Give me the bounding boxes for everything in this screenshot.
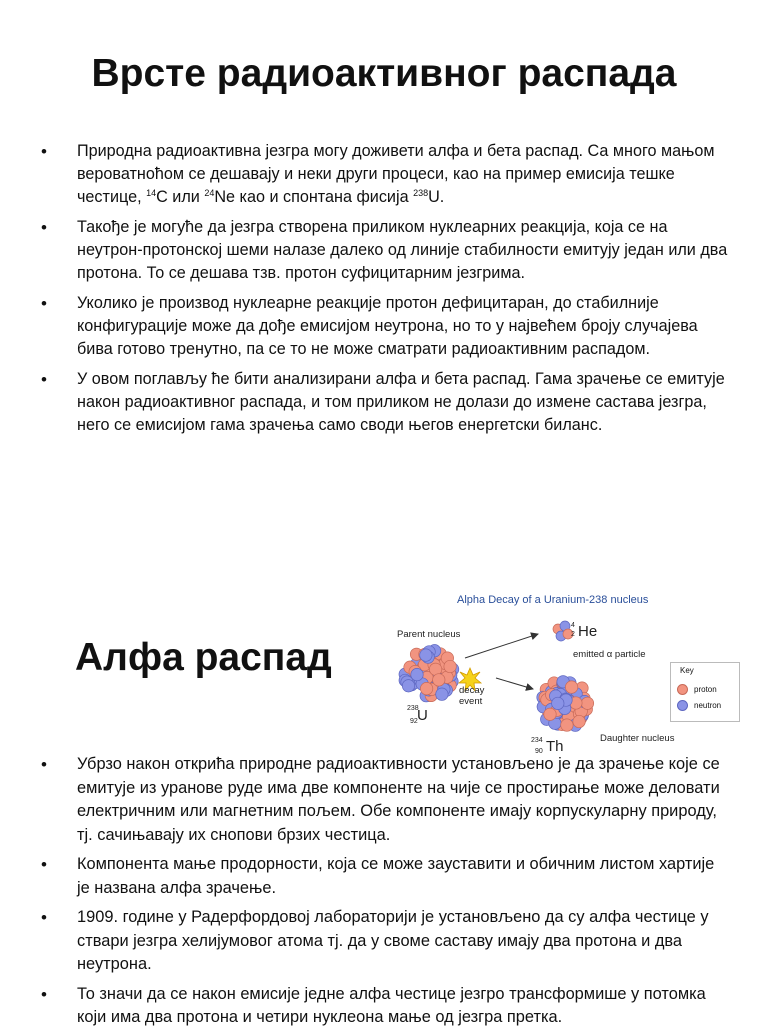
superscript: 14 xyxy=(146,188,157,198)
text-run: У овом поглављу ће бити анализирани алфа и бета распад. Гама зрачење се емитује након радиоактивног распада, и том приликом не долази до измене састава језгра, него се емисијом гама зрачења само своди његов енергетски биланс. xyxy=(77,370,725,434)
key-title: Key xyxy=(680,666,694,675)
neutron-sphere xyxy=(436,688,448,700)
text-run: Ne као и спонтана фисија xyxy=(214,188,414,206)
superscript: 24 xyxy=(204,188,215,198)
text-run: 1909. године у Радерфордовој лабораторији је установљено да су алфа честице у ствари језгра хелијумовог атома тј. да у своме саставу имају два протона и два неутрона. xyxy=(77,908,709,973)
u-symbol: U xyxy=(417,707,428,724)
proton-sphere xyxy=(581,697,593,709)
text-run: То значи да се након емисије једне алфа честице језгро трансформише у потомка који има два протона и четири нуклеона мање од језгра претка. xyxy=(77,984,706,1026)
page-title: Врсте радиоактивног распада xyxy=(91,52,677,95)
alpha-particle-icon xyxy=(553,621,573,641)
list-item xyxy=(45,292,735,361)
text-run: U. xyxy=(428,188,445,206)
neutron-dot-icon xyxy=(677,700,688,711)
bullet-list-alpha xyxy=(45,753,725,1036)
bullet-list-types xyxy=(45,140,735,444)
proton-sphere xyxy=(565,681,577,693)
text-run: Убрзо након открића природне радиоактивности установљено је да зрачење које се емитује из уранове руде има две компоненте на чије се простирање може деловати електричним или магнетним пољем. Обе компоненте имају корпускуларну природу, тј. сачињавају их снопови брзих честица. xyxy=(77,755,720,844)
parent-nucleus-icon xyxy=(399,645,459,702)
he-symbol: He xyxy=(578,623,598,640)
daughter-nucleus-icon xyxy=(537,676,594,732)
proton-sphere xyxy=(420,682,432,694)
key-proton-label: proton xyxy=(694,685,717,694)
proton-sphere xyxy=(573,715,585,727)
list-item xyxy=(45,983,725,1030)
alpha-decay-diagram xyxy=(375,586,765,756)
section-title-alpha: Алфа распад xyxy=(75,636,332,679)
text-run: Природна радиоактивна језгра могу доживети алфа и бета распад. Са много мањом вероватноћом се дешавају и неки други процеси, као на пример емисија тешке честице, xyxy=(77,142,715,206)
list-item xyxy=(45,140,735,209)
neutron-sphere xyxy=(420,649,432,661)
neutron-sphere xyxy=(552,697,564,709)
he-mass: 4 xyxy=(571,622,575,629)
th-symbol: Th xyxy=(546,738,564,755)
neutron-sphere xyxy=(402,680,414,692)
proton-sphere xyxy=(544,708,556,720)
superscript: 238 xyxy=(413,188,429,198)
arrow-to-daughter xyxy=(496,678,533,689)
daughter-label: Daughter nucleus xyxy=(600,733,675,744)
key-proton-row xyxy=(677,684,717,695)
u-mass: 238 xyxy=(407,705,419,712)
text-run: Компонента мање продорности, која се може зауставити и обичним листом хартије је названа алфа зрачење. xyxy=(77,855,715,897)
key-neutron-label: neutron xyxy=(694,701,722,710)
diagram-title: Alpha Decay of a Uranium-238 nucleus xyxy=(457,594,649,606)
emitted-label: emitted α particle xyxy=(573,649,646,660)
arrow-to-alpha xyxy=(465,634,538,658)
key-neutron-row xyxy=(677,700,721,711)
proton-sphere xyxy=(433,674,445,686)
text-run: C или xyxy=(156,188,205,206)
text-run: Такође је могуће да језгра створена приликом нуклеарних реакција, која се на неутрон-протонској шеми налазе далеко од линије стабилности емитују један или два протона. То се дешава тзв. протон суфицитарним језгрима. xyxy=(77,218,728,282)
u-atomic: 92 xyxy=(410,718,418,725)
proton-sphere xyxy=(561,719,573,731)
list-item xyxy=(45,368,735,437)
neutron-sphere xyxy=(411,668,423,680)
th-atomic: 90 xyxy=(535,748,543,755)
list-item xyxy=(45,906,725,977)
list-item xyxy=(45,753,725,847)
proton-dot-icon xyxy=(677,684,688,695)
parent-label: Parent nucleus xyxy=(397,629,461,640)
list-item xyxy=(45,853,725,900)
he-atomic: 2 xyxy=(571,631,575,638)
legend-key xyxy=(670,662,740,722)
text-run: Уколико је производ нуклеарне реакције протон дефицитаран, до стабилније конфигурације може да дође емисијом неутрона, но то у највећем броју случајева бива готово тренутно, па се то не може сматрати радиоактивним распадом. xyxy=(77,294,698,358)
decay-label: decay event xyxy=(459,685,485,707)
th-mass: 234 xyxy=(531,737,543,744)
proton-sphere xyxy=(444,660,456,672)
list-item xyxy=(45,216,735,285)
